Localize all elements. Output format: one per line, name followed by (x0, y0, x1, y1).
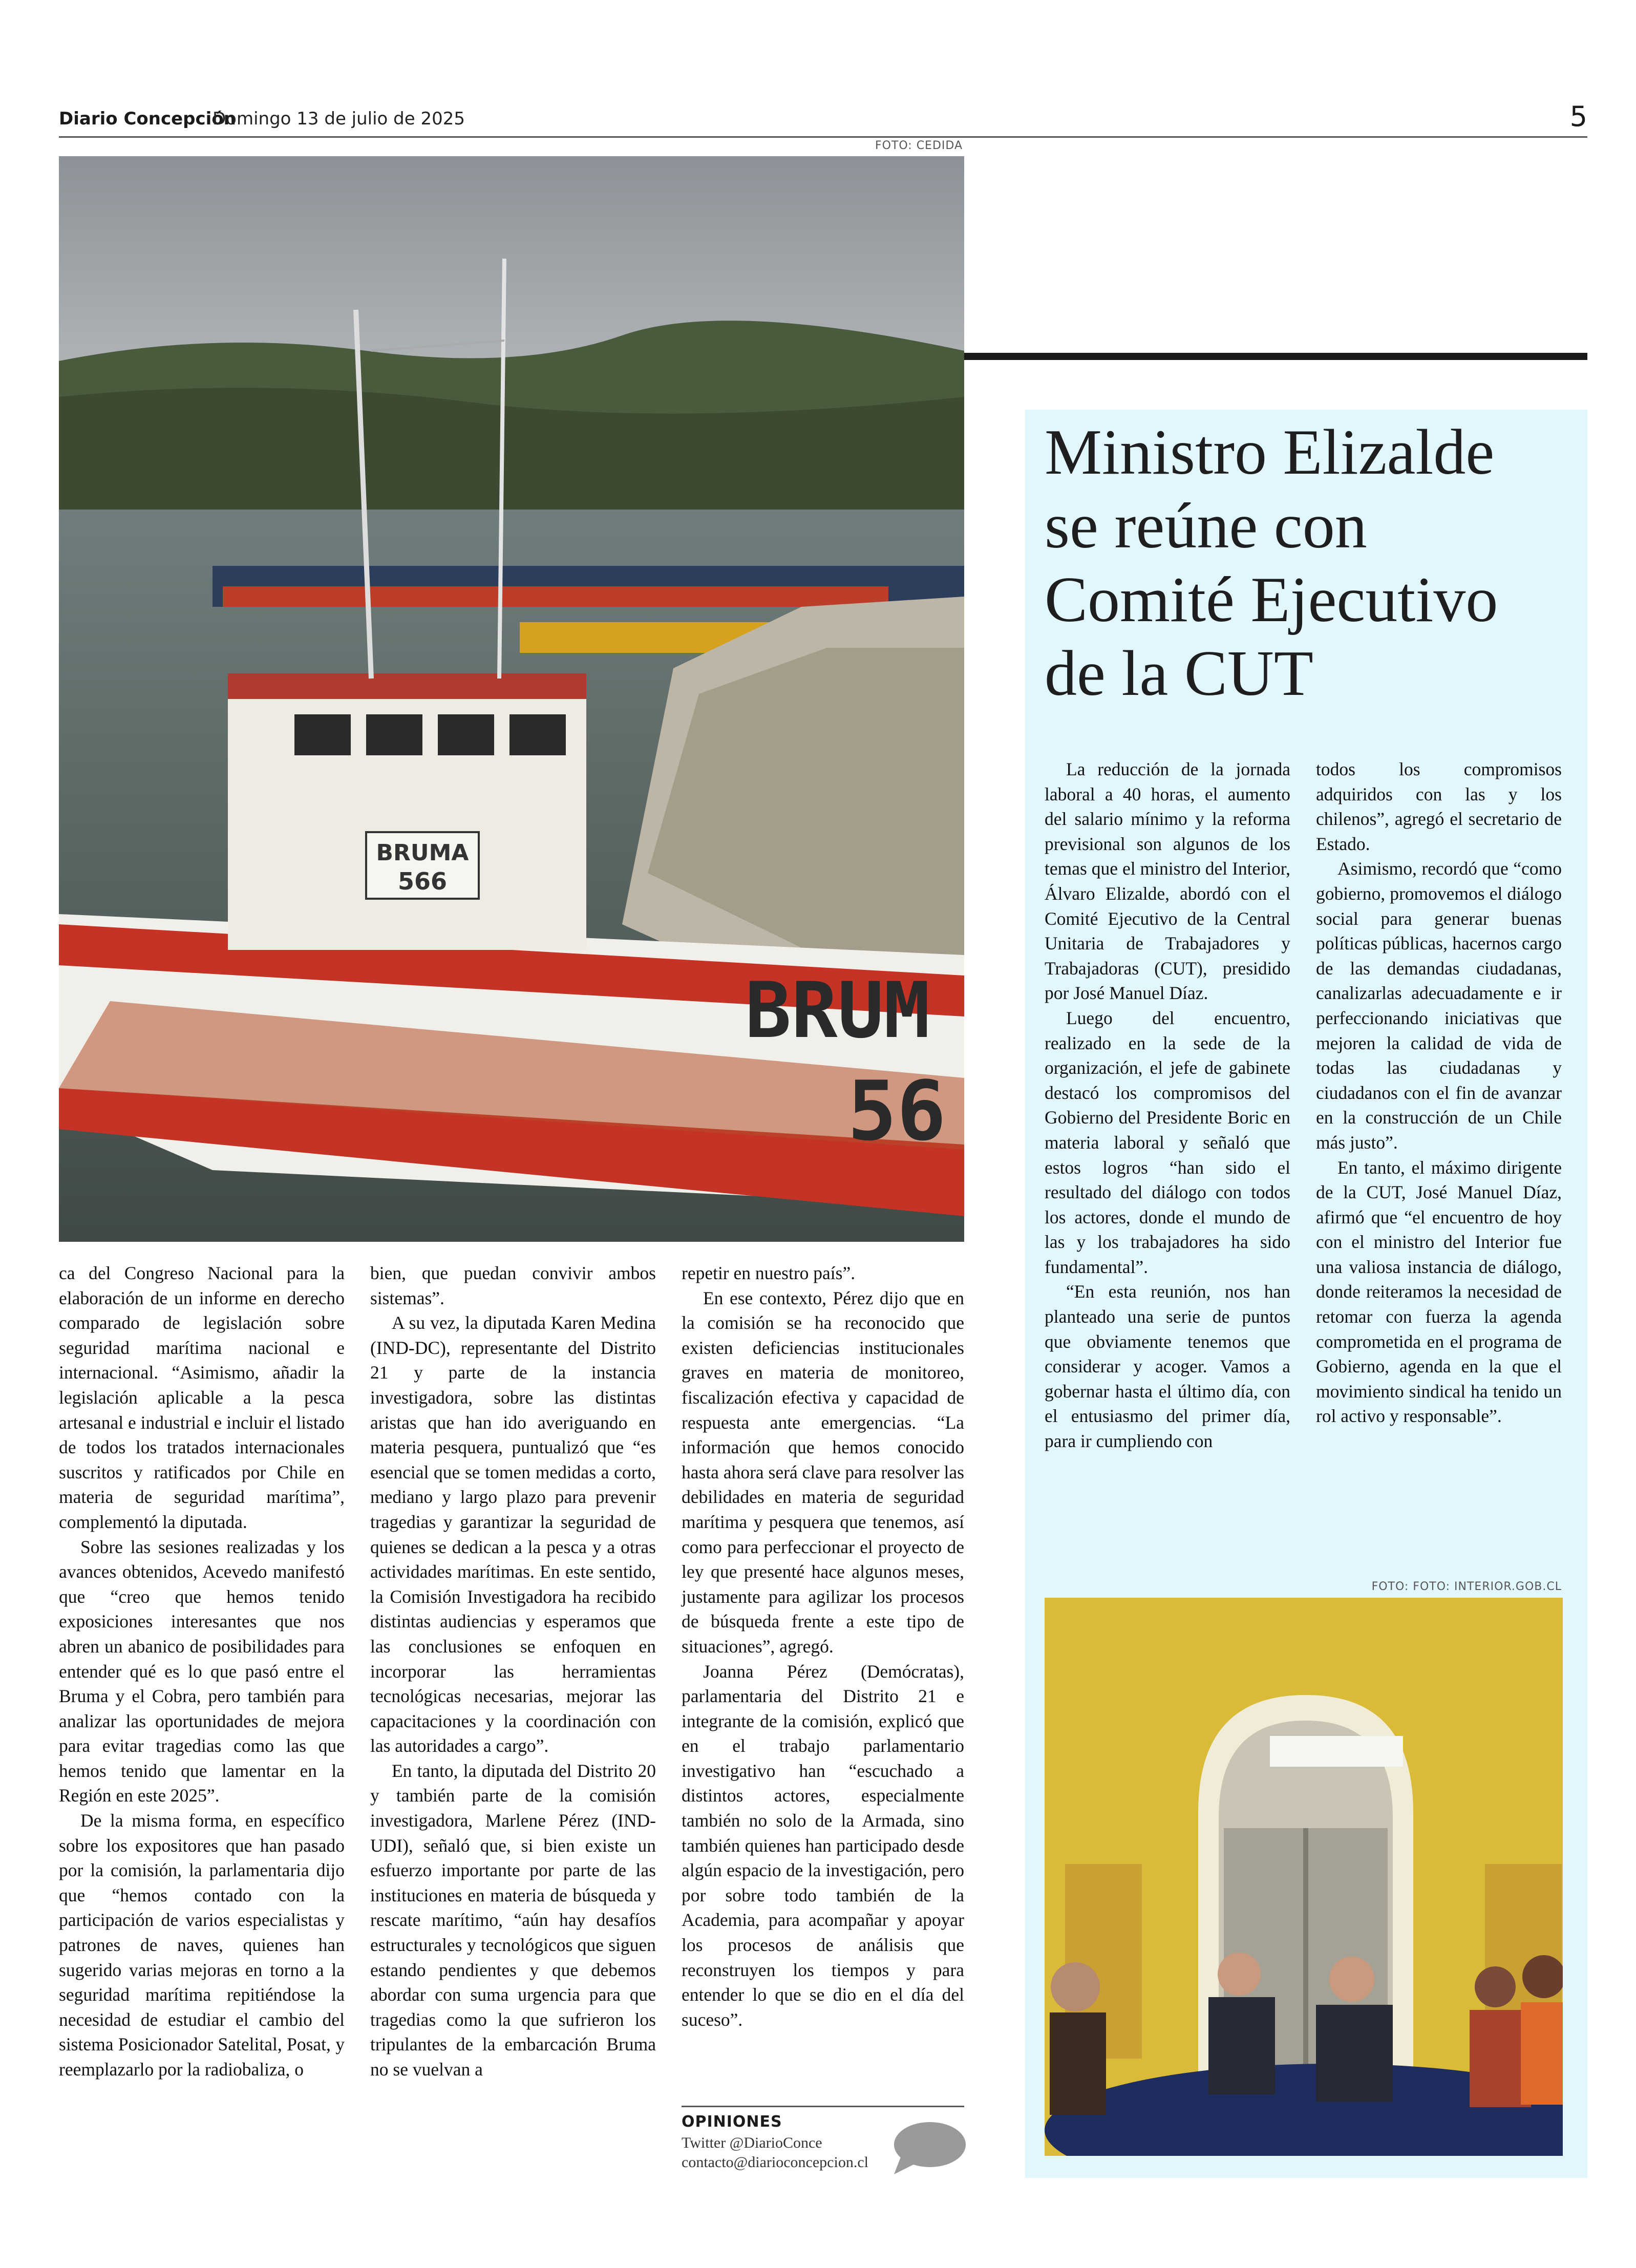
sidebar-headline (1045, 416, 1582, 711)
boat-number-label: 566 (397, 867, 448, 895)
paragraph: Joanna Pérez (Demócratas), parlamentaria del Distrito 21 e integrante de la comisión, explicó que en el trabajo parlamentario investigativo han “escuchado a distintos actores, especialmente también no solo de la Armada, sino también quienes han participado desde algún espacio de la investigación, pero por sobre todo también de la Academia, para acompañar y apoyar los procesos de análisis que reconstruyen los tiempos y para entender lo que se dio en el día del suceso”. (682, 1661, 964, 2030)
publication-name: Diario Concepción (59, 109, 236, 129)
meeting-illustration (1045, 1598, 1563, 2156)
article-column-1 (59, 1261, 345, 2082)
boat-name-label: BRUMA (376, 840, 469, 866)
headline-line: Ministro Elizalde (1045, 417, 1495, 488)
headline-line: se reúne con (1045, 491, 1367, 562)
paragraph: La reducción de la jornada laboral a 40 horas, el aumento del salario mínimo y la reforma previsional son algunos de los temas que el ministro del Interior, Álvaro Elizalde, abordó con el Comité Ejecutivo de la Central Unitaria de Trabajadores y Trabajadoras (CUT), presidido por José Manuel Díaz. (1045, 759, 1290, 1004)
paragraph: Sobre las sesiones realizadas y los avances obtenidos, Acevedo manifestó que “creo que hemos tenido exposiciones interesantes que nos abren un abanico de posibilidades para entender qué es lo que pasó entre el Bruma y el Cobra, pero también para analizar las oportunidades de mejora para evitar tragedias como las que hemos tenido que lamentar en la Región en este 2025”. (59, 1536, 345, 1806)
opinions-title: OPINIONES (682, 2113, 782, 2131)
paragraph: bien, que puedan convivir ambos sistemas”. (370, 1263, 656, 1308)
paragraph: “En esta reunión, nos han planteado una serie de puntos que obviamente tenemos que considerar y acoger. Vamos a gobernar hasta el último día, con el entusiasmo del primer día, para ir cumpliendo con (1045, 1281, 1290, 1452)
speech-bubble-icon (890, 2120, 967, 2176)
headline-divider (964, 353, 1587, 360)
hull-name-label: BRUM (745, 966, 930, 1055)
paragraph: A su vez, la diputada Karen Medina (IND-DC), representante del Distrito 21 y parte de la instancia investigadora, sobre las distintas aristas que han ido averiguando en materia pesquera, puntualizó que “es esencial que se tomen medidas a corto, mediano y largo plazo para prevenir tragedias y garantizar la seguridad de quienes se dedican a la pesca y a otras actividades marítimas. En este sentido, la Comisión Investigadora ha recibido distintas audiencias y esperamos que las conclusiones se enfoquen en incorporar las herramientas tecnológicas necesarias, mejorar las capacitaciones y la coordinación con las autoridades a cargo”. (370, 1312, 656, 1756)
sidebar-column-2 (1316, 757, 1562, 1429)
sidebar-photo-credit: FOTO: FOTO: INTERIOR.GOB.CL (1371, 1580, 1562, 1593)
paragraph: todos los compromisos adquiridos con las y los chilenos”, agregó el secretario de Estado. (1316, 759, 1562, 854)
headline-line: Comité Ejecutivo (1045, 564, 1498, 635)
paragraph: En ese contexto, Pérez dijo que en la comisión se ha reconocido que existen deficiencias institucionales graves en materia de monitoreo, fiscalización efectiva y capacidad de respuesta ante emergencias. “La información que hemos conocido hasta ahora será clave para resolver las debilidades en materia de seguridad marítima y pesquera que tenemos, así como para perfeccionar el proyecto de ley que presenté hace algunos meses, justamente para agilizar los procesos de búsqueda frente a este tipo de situaciones”, agregó. (682, 1287, 964, 1657)
issue-date: Domingo 13 de julio de 2025 (213, 109, 465, 129)
opinions-divider (682, 2106, 964, 2107)
paragraph: Luego del encuentro, realizado en la sede de la organización, el jefe de gabinete destacó los compromisos del Gobierno del Presidente Boric en materia laboral y señaló que estos logros “han sido el resultado del diálogo con todos los actores, donde el mundo de las y los trabajadores ha sido fundamental”. (1045, 1007, 1290, 1277)
headline-line: de la CUT (1045, 638, 1313, 709)
paragraph: ca del Congreso Nacional para la elaboración de un informe en derecho comparado de legislación sobre seguridad marítima nacional e internacional. “Asimismo, añadir la legislación aplicable a la pesca artesanal e industrial e incluir el listado de todos los tratados internacionales suscritos y ratificados por Chile en materia de seguridad marítima”, complementó la diputada. (59, 1263, 345, 1532)
opinions-twitter-handle[interactable]: Twitter @DiarioConce (682, 2134, 822, 2151)
paragraph: De la misma forma, en específico sobre los expositores que han pasado por la comisión, la parlamentaria dijo que “hemos contado con la participación de varios especialistas y patrones de naves, quienes han sugerido varias mejoras en torno a la seguridad marítima repitiéndose la necesidad de estudiar el cambio del sistema Posicionador Satelital, Posat, y reemplazarlo por la radiobaliza, o (59, 1810, 345, 2080)
fishing-boat-illustration (59, 156, 964, 1242)
header-divider (59, 136, 1587, 138)
meeting-photo (1045, 1598, 1563, 2156)
paragraph: repetir en nuestro país”. (682, 1263, 856, 1283)
photo-credit: FOTO: CEDIDA (875, 139, 963, 152)
hull-number-label: 56 (847, 1063, 946, 1159)
paragraph: En tanto, el máximo dirigente de la CUT, José Manuel Díaz, afirmó que “el encuentro de hoy con el ministro del Interior fue una valiosa instancia de diálogo, donde reiteramos la necesidad de retomar con fuerza la agenda comprometida en el programa de Gobierno, agenda en la que el movimiento sindical ha tenido un rol activo y responsable”. (1316, 1157, 1562, 1427)
article-column-3 (682, 1261, 964, 2032)
article-column-2 (370, 1261, 656, 2082)
paragraph: En tanto, la diputada del Distrito 20 y también parte de la comisión investigadora, Marlene Pérez (IND-UDI), señaló que, si bien existe un esfuerzo importante por parte de las instituciones en materia de búsqueda y rescate marítimo, “aún hay desafíos estructurales y tecnológicos que siguen estando pendientes y que debemos abordar con suma urgencia para que tragedias como la que sufrieron los tripulantes de la embarcación Bruma no se vuelvan a (370, 1760, 656, 2080)
paragraph: Asimismo, recordó que “como gobierno, promovemos el diálogo social para generar buenas políticas públicas, hacernos cargo de las demandas ciudadanas, canalizarlas adecuadamente e ir perfeccionando iniciativas que mejoren la calidad de vida de todas las ciudadanas y ciudadanos con el fin de avanzar en la construcción de un Chile más justo”. (1316, 858, 1562, 1153)
fishing-boat-photo (59, 156, 964, 1242)
page-number: 5 (1569, 100, 1587, 133)
opinions-email[interactable]: contacto@diarioconcepcion.cl (682, 2154, 868, 2171)
sidebar-column-1 (1045, 757, 1290, 1454)
